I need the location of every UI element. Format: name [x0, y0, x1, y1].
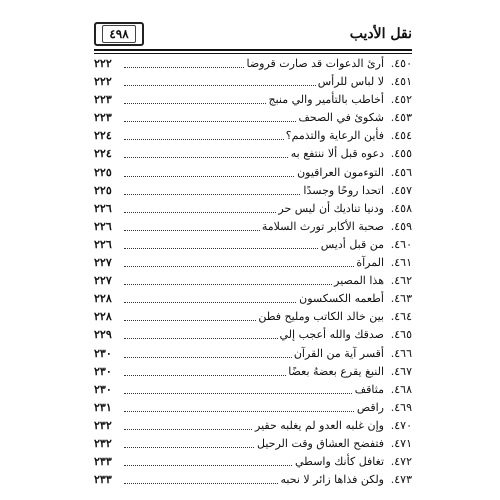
table-of-contents: [94, 55, 412, 489]
entry-number: ٤٦٦.: [390, 346, 412, 360]
toc-entry: [94, 417, 412, 435]
entry-title: فأين الرعاية والتذمم؟: [284, 127, 384, 145]
toc-entry: [94, 326, 412, 344]
entry-page-number: ٢٢٥: [94, 164, 114, 182]
toc-entry: [94, 453, 412, 471]
entry-number: ٤٥٨.: [390, 201, 412, 215]
entry-page-number: ٢٢٧: [94, 272, 114, 290]
toc-entry: [94, 218, 412, 236]
entry-page-number: ٢٣٠: [94, 363, 114, 381]
entry-page-number: ٢٢٩: [94, 326, 114, 344]
entry-title: ولكن فذاها زائر لا نحبه: [279, 471, 385, 489]
entry-title: صدقك والله أعجب إلي: [278, 326, 385, 344]
toc-entry: [94, 164, 412, 182]
toc-entry: [94, 55, 412, 73]
entry-page-number: ٢٣٠: [94, 345, 114, 363]
entry-title: المرآة: [354, 254, 384, 272]
entry-title: راقص: [355, 399, 384, 417]
entry-page-number: ٢٢٦: [94, 200, 114, 218]
entry-title: ودنيا تناديك أن ليس حر: [276, 200, 384, 218]
page-header: [94, 22, 412, 48]
toc-entry: [94, 308, 412, 326]
entry-title: وإن غلبه العدو لم يغلبه حقير: [253, 417, 384, 435]
entry-page-number: ٢٢٦: [94, 218, 114, 236]
entry-number: ٤٥٦.: [390, 165, 412, 179]
entry-number: ٤٧٢.: [390, 455, 412, 469]
entry-title: أرئ الدعوات قد صارت قروضا: [244, 55, 384, 73]
entry-page-number: ٢٢٨: [94, 290, 114, 308]
entry-number: ٤٥٤.: [390, 129, 412, 143]
entry-number: ٤٦٩.: [390, 400, 412, 414]
entry-page-number: ٢٣٢: [94, 417, 114, 435]
header-rule-thin: [94, 53, 412, 54]
entry-number: ٤٦٣.: [390, 292, 412, 306]
page-number: ٤٩٨: [102, 25, 135, 43]
entry-title: هذا المصير: [332, 272, 384, 290]
toc-entry: [94, 182, 412, 200]
entry-page-number: ٢٢٢: [94, 55, 114, 73]
entry-number: ٤٦٤.: [390, 310, 412, 324]
dot-leader: [124, 266, 384, 267]
entry-title: أطعمه الكسكسون: [297, 290, 384, 308]
entry-title: لا لباس للرأس: [316, 73, 384, 91]
toc-entry: [94, 471, 412, 489]
toc-entry: [94, 435, 412, 453]
entry-page-number: ٢٢٣: [94, 91, 114, 109]
entry-number: ٤٥٥.: [390, 147, 412, 161]
entry-number: ٤٦١.: [390, 256, 412, 270]
entry-page-number: ٢٣١: [94, 399, 114, 417]
entry-number: ٤٥٢.: [390, 93, 412, 107]
entry-page-number: ٢٢٤: [94, 127, 114, 145]
toc-entry: [94, 145, 412, 163]
entry-number: ٤٥١.: [390, 75, 412, 89]
entry-page-number: ٢٢٧: [94, 254, 114, 272]
entry-title: صحبة الأكابر تورث السلامة: [260, 218, 384, 236]
toc-entry: [94, 109, 412, 127]
toc-entry: [94, 272, 412, 290]
entry-page-number: ٢٣٣: [94, 453, 114, 471]
toc-entry: [94, 254, 412, 272]
book-title: نقل الأديب: [349, 26, 412, 42]
entry-number: ٤٥٣.: [390, 111, 412, 125]
dot-leader: [124, 393, 384, 394]
entry-number: ٤٦٥.: [390, 328, 412, 342]
toc-entry: [94, 381, 412, 399]
entry-title: اتحدا روحًا وجسدًا: [301, 182, 384, 200]
entry-page-number: ٢٢٨: [94, 308, 114, 326]
entry-page-number: ٢٣٣: [94, 471, 114, 489]
entry-title: تغافل كأنك واسطي: [293, 453, 384, 471]
toc-entry: [94, 91, 412, 109]
entry-number: ٤٥٧.: [390, 183, 412, 197]
entry-page-number: ٢٢٣: [94, 109, 114, 127]
entry-number: ٤٦٠.: [390, 237, 412, 251]
entry-page-number: ٢٣٠: [94, 381, 114, 399]
entry-number: ٤٦٨.: [390, 382, 412, 396]
toc-entry: [94, 236, 412, 254]
entry-title: أقسر آية من القرآن: [292, 345, 384, 363]
toc-entry: [94, 399, 412, 417]
entry-title: بين خالد الكاتب ومليح فطن: [256, 308, 384, 326]
toc-entry: [94, 73, 412, 91]
entry-title: النبغ يقرع بعضهُ بعضًا: [286, 363, 384, 381]
toc-entry: [94, 127, 412, 145]
entry-page-number: ٢٢٢: [94, 73, 114, 91]
dot-leader: [124, 411, 384, 412]
entry-title: دعوه قبل ألا ننتفع به: [289, 145, 384, 163]
toc-entry: [94, 345, 412, 363]
toc-entry: [94, 363, 412, 381]
entry-number: ٤٥٩.: [390, 219, 412, 233]
entry-number: ٤٧١.: [390, 436, 412, 450]
entry-number: ٤٧٣.: [390, 473, 412, 487]
entry-page-number: ٢٢٦: [94, 236, 114, 254]
entry-number: ٤٦٢.: [390, 274, 412, 288]
header-rule: [94, 49, 412, 51]
entry-page-number: ٢٢٤: [94, 145, 114, 163]
entry-title: أخاطب بالتأمير والي منبج: [267, 91, 385, 109]
entry-title: مثاقف: [353, 381, 384, 399]
entry-page-number: ٢٣٢: [94, 435, 114, 453]
entry-number: ٤٦٧.: [390, 364, 412, 378]
entry-title: شكوئ في الصحف: [297, 109, 384, 127]
entry-title: من قبل أديس: [319, 236, 384, 254]
toc-entry: [94, 200, 412, 218]
toc-entry: [94, 290, 412, 308]
entry-title: فتفضح العشاق وقت الرحيل: [255, 435, 384, 453]
entry-number: ٤٥٠.: [390, 57, 412, 70]
page-number-box: [94, 22, 144, 46]
entry-title: التوءمون العراقيون: [295, 164, 384, 182]
entry-page-number: ٢٢٥: [94, 182, 114, 200]
entry-number: ٤٧٠.: [390, 418, 412, 432]
